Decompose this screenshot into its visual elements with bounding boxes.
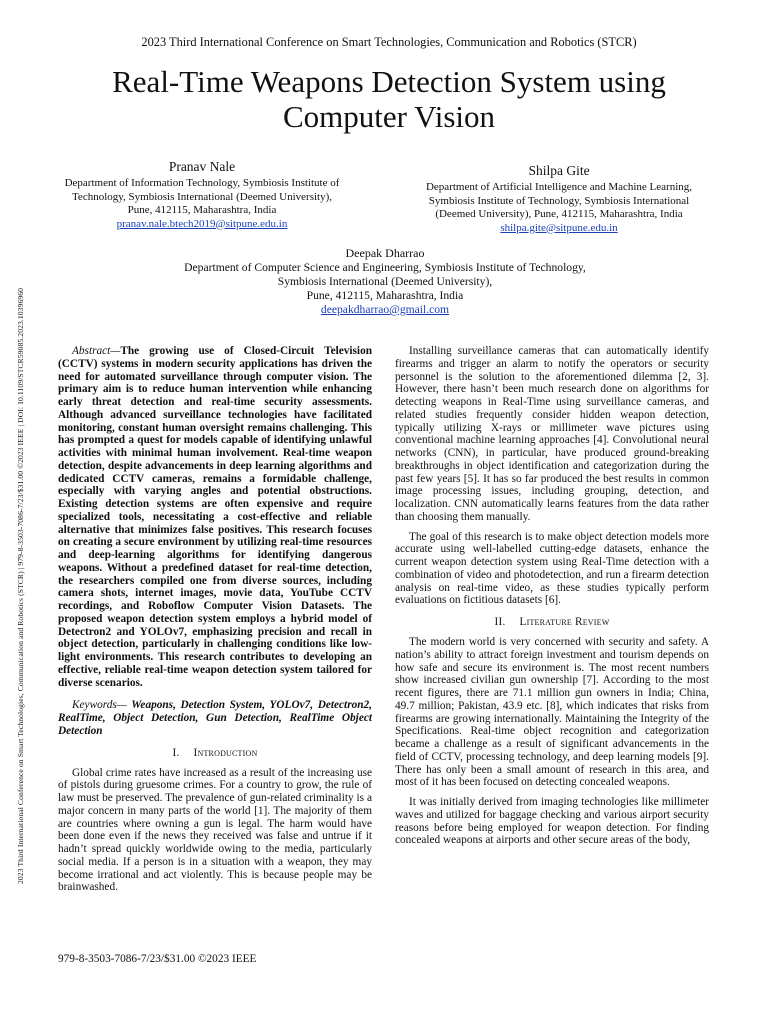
author-email-link[interactable]: deepakdharrao@gmail.com	[320, 303, 450, 316]
author-affiliation-line: Symbiosis International (Deemed University),	[277, 275, 493, 288]
body-paragraph: The modern world is very concerned with security and safety. A nation’s ability to attract foreign investment and tourism depends on how safe and secure its environment is. The most recent numbers show increased civilian gun ownership [7]. According to the most recent figures, there are 71.1 million gun owners in India; China, 49.7 million; Pakistan, 43.9 etc. [8], which indicates that risks from firearms are growing internationally. Maintaining the Integrity of the Specifications. Real-time object recognition and categorization became a challenge as a result of significant advancements in the field of CCTV, processing technology, and deep learning models [9]. There has only been a small amount of research in this area, and most of it has been focused on detecting concealed weapons.	[395, 636, 709, 789]
author-email-link[interactable]: shilpa.gite@sitpune.edu.in	[500, 221, 618, 234]
author-email-link[interactable]: pranav.nale.btech2019@sitpune.edu.in	[116, 217, 288, 230]
section-number: I.	[172, 746, 180, 759]
author-name: Pranav Nale	[168, 159, 236, 174]
left-column	[58, 345, 372, 894]
conference-header: 2023 Third International Conference on Smart Technologies, Communication and Robotics (STCR)	[141, 35, 637, 49]
title-line-1: Real-Time Weapons Detection System using	[112, 64, 666, 99]
author-affiliation-line: Department of Information Technology, Symbiosis Institute of	[64, 177, 340, 189]
abstract-text: The growing use of Closed-Circuit Television (CCTV) systems in modern security applications has driven the need for automated surveillance through computer vision. The primary aim is to reduce human intervention while enhancing early threat detection and real-time security assessments. Although advanced surveillance technologies have facilitated monitoring, constant human oversight remains challenging. This has prompted a quest for models capable of identifying unlawful activities with minimal human involvement. Real-time weapon detection, despite advancements in deep learning algorithms and dedicated CCTV cameras, remains a formidable challenge, especially with varying angles and potential obstructions. Existing detection systems are often expensive and require specialized tools, necessitating a cost-effective and reliable alternative that minimizes false positives. This research focuses on creating a secure environment by utilizing real-time resources and deep-learning algorithms for identifying dangerous weapons. Without a predefined dataset for real-time detection, the researchers compiled one from diverse sources, including camera shots, internet images, movie data, YouTube CCTV recordings, and Roboflow Computer Vision Datasets. The proposed weapon detection system employs a hybrid model of Detectron2 and YOLOv7, emphasizing precision and recall in object detection, particularly in challenging conditions like low-light environments. This research contributes to developing an effective, reliable real-time weapon detection system tailored for diverse scenarios.	[58, 345, 372, 689]
author-affiliation-line: (Deemed University), Pune, 412115, Maharashtra, India	[435, 208, 683, 220]
author-affiliation-line: Pune, 412115, Maharashtra, India	[306, 289, 464, 302]
author-name: Deepak Dharrao	[345, 246, 425, 260]
author-affiliation-line: Symbiosis Institute of Technology, Symbiosis International	[428, 194, 690, 207]
section-heading-introduction	[58, 746, 372, 760]
section-title: Literature Review	[519, 616, 610, 628]
author-affiliation-line: Department of Artificial Intelligence and Machine Learning,	[425, 181, 693, 193]
paper-title	[60, 64, 718, 134]
author-affiliation-line: Department of Computer Science and Engineering, Symbiosis Institute of Technology,	[184, 261, 586, 274]
title-line-2: Computer Vision	[283, 99, 495, 134]
body-paragraph: The goal of this research is to make object detection models more accurate using well-labelled cutting-edge datasets, enhance the current weapon detection system using Real-Time detection with a combination of video and photodetection, and run a firearm detection analysis on real-time video, as these studies typically perform evaluations on fictitious datasets [6].	[395, 530, 709, 607]
author-block-3	[140, 246, 630, 317]
right-column	[395, 345, 709, 847]
doi-side-text: 2023 Third International Conference on Smart Technologies, Communication and Robotics (STCR) | 979-8-3503-7086-7/23/$31.00 ©2023 IEEE | DOI: 10.1109/STCR59085.2023.10396960	[16, 287, 25, 884]
author-affiliation-line: Technology, Symbiosis International (Deemed University),	[71, 190, 332, 203]
body-paragraph: Global crime rates have increased as a result of the increasing use of pistols during gruesome crimes. For a country to grow, the rule of law must be preserved. The prevalence of gun-related criminality is a major concern in many parts of the world [1]. The majority of them are countries where owning a gun is legal. The harm would have been done even if the news they received was false and untrue if it hadn’t spread quickly worldwide owing to the media, particularly social media. If a person is in a situation with a weapon, they may become irrational and act violently. This is because people may be brainwashed.	[58, 766, 372, 894]
doi-side-strip	[14, 142, 28, 884]
abstract-paragraph	[58, 345, 372, 689]
keywords-paragraph	[58, 699, 372, 737]
body-paragraph: Installing surveillance cameras that can automatically identify firearms and trigger an alarm to notify the operators or security personnel is the solution to the aforementioned dilemma [2, 3]. However, there hasn’t been much research done on algorithms for detecting weapons in Real-Time using surveillance cameras, and related studies frequently consider hidden weapon detection, typically utilizing X-rays or millimeter wave pictures using conventional machine learning approaches [4]. Convolutional neural networks (CNN), in particular, have produced ground-breaking breakthroughs in object identification and categorization during the past few years [5]. It has so far produced the best results in common image processing issues, including grouping, detection, and localization. CNN automatically learns features from the data rather than choosing them manually.	[395, 345, 709, 523]
author-block-2	[400, 162, 718, 235]
keywords-text: Weapons, Detection System, YOLOv7, Detectron2, RealTime, Object Detection, Gun Detection, RealTime Object Detection	[58, 699, 372, 737]
section-heading-literature-review	[395, 615, 709, 629]
author-affiliation-line: Pune, 412115, Maharashtra, India	[127, 204, 277, 216]
copyright-footer: 979-8-3503-7086-7/23/$31.00 ©2023 IEEE	[58, 953, 257, 965]
author-block-1	[52, 158, 352, 231]
keywords-label: Keywords—	[72, 699, 127, 712]
section-number: II.	[494, 616, 506, 628]
author-name: Shilpa Gite	[528, 163, 590, 178]
section-title: Introduction	[193, 746, 258, 759]
abstract-label: Abstract—	[72, 345, 121, 357]
body-paragraph: It was initially derived from imaging technologies like millimeter waves and utilized for baggage checking and various airport security reasons before being employed for weapon detection. For finding concealed weapons at airports and other secure areas of the body,	[395, 796, 709, 847]
